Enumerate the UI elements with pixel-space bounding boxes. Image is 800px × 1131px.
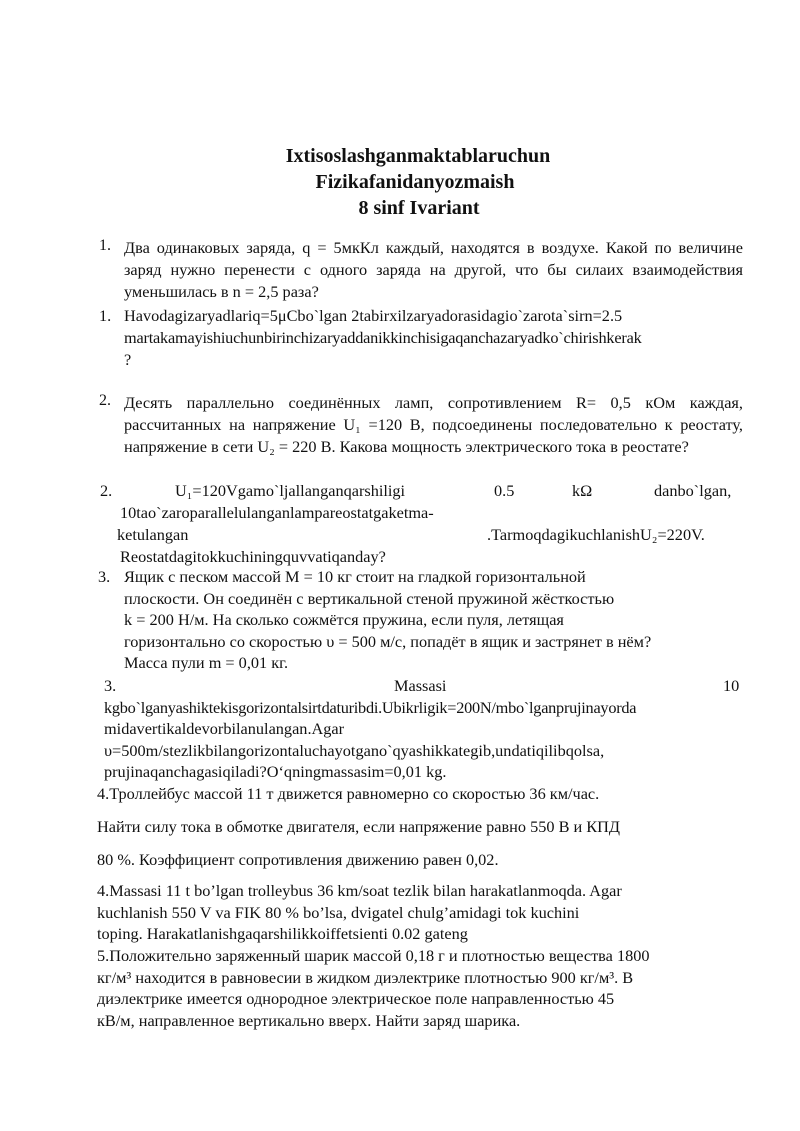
problem-line-part: Massasi bbox=[394, 676, 447, 695]
problem-line: 4.Троллейбус массой 11 т движется равномерно со скоростью 36 км/час. bbox=[97, 784, 600, 803]
problem-number: 2. bbox=[100, 481, 113, 500]
problem-number: 1. bbox=[99, 237, 111, 254]
problem-line: Масса пули m = 0,01 кг. bbox=[124, 653, 289, 673]
header-line-1: Ixtisoslashganmaktablaruchun bbox=[285, 145, 551, 167]
problem-line: Reostatdagitokkuchiningquvvatiqanday? bbox=[120, 547, 386, 566]
problem-line: Havodagizaryadlariq=5μCbo`lgan 2tabirxilzaryadorasidagio`zarota`sirn=2.5 bbox=[124, 306, 623, 325]
problem-line: кг/м³ находится в равновесии в жидком диэлектрике плотностью 900 кг/м³. В bbox=[97, 967, 634, 987]
problem-line: 4.Massasi 11 t bo’lgan trolleybus 36 km/soat tezlik bilan harakatlanmoqda. Agar bbox=[97, 881, 622, 900]
problem-number: 3. bbox=[98, 567, 111, 586]
problem-line: k = 200 Н/м. На сколько сожмётся пружина, если пуля, летящая bbox=[124, 610, 564, 630]
problem-line: kuchlanish 550 V va FIK 80 % bo’lsa, dvigatel chulg’amidagi tok kuchini bbox=[97, 902, 580, 922]
problem-number: 1. bbox=[99, 306, 112, 325]
problem-line: kgbo`lganyashiktekisgorizontalsirtdaturibdi.Ubikrligik=200N/mbo`lganprujinayorda bbox=[104, 697, 637, 717]
problem-line: midavertikaldevorbilanulangan.Agar bbox=[104, 719, 345, 739]
problem-line-part: kΩ bbox=[572, 481, 593, 500]
problem-line: кВ/м, направленное вертикально вверх. Найти заряд шарика. bbox=[97, 1010, 521, 1030]
problem-line-part: .TarmoqdagikuchlanishU₂=220V. bbox=[487, 525, 705, 544]
problem-line: диэлектрике имеется однородное электрическое поле направленностью 45 bbox=[97, 989, 615, 1008]
problem-line: prujinaqanchagasiqiladi?O‘qningmassasim=0,01 kg. bbox=[104, 762, 447, 782]
problem-line: toping. Harakatlanishgaqarshilikkoiffetsienti 0.02 gateng bbox=[97, 924, 468, 943]
problem-line: Найти силу тока в обмотке двигателя, если напряжение равно 550 В и КПД bbox=[97, 817, 621, 836]
problem-line: 5.Положительно заряженный шарик массой 0,18 г и плотностью вещества 1800 bbox=[97, 946, 650, 965]
document-header bbox=[0, 143, 800, 221]
problem-line-part: ketulangan bbox=[117, 525, 189, 544]
problem-line: 80 %. Коэффициент сопротивления движению равен 0,02. bbox=[97, 850, 499, 869]
problem-line: Ящик с песком массой M = 10 кг стоит на гладкой горизонтальной bbox=[124, 567, 586, 586]
problem-number: 2. bbox=[99, 392, 111, 409]
problem-line: martakamayishiuchunbirinchizaryaddanikkinchisigaqanchazaryadko`chirishkerak bbox=[124, 328, 642, 347]
problem-line-part: 0.5 bbox=[494, 481, 515, 500]
problem-text: Десять параллельно соединённых ламп, сопротивлением R= 0,5 кОм каждая, рассчитанных на напряжение U₁ =120 В, подсоединены последовательно к реостату, напряжение в сети U₂ = 220 В. Какова мощность электрического тока в реостате? bbox=[124, 393, 743, 456]
problem-line-part: danbo`lgan, bbox=[654, 481, 732, 500]
problem-line: 10tao`zaroparallelulanganlampareostatgaketma- bbox=[120, 503, 434, 522]
problem-line-part: 10 bbox=[723, 676, 740, 695]
problem-line: горизонтально со скоростью υ = 500 м/с, попадёт в ящик и застрянет в нём? bbox=[124, 631, 652, 651]
problem-text: Два одинаковых заряда, q = 5мкКл каждый, находятся в воздухе. Какой по величине заряд нужно перенести с одного заряда на другой, что бы силаих взаимодействия уменьшилась в n = 2,5 раза? bbox=[124, 238, 743, 301]
problem-line: ? bbox=[124, 350, 132, 369]
problem-line: плоскости. Он соединён с вертикальной стеной пружиной жёсткостью bbox=[124, 588, 615, 608]
problem-line: υ=500m/stezlikbilangorizontaluchayotgano`qyashikkategib,undatiqilibqolsa, bbox=[104, 740, 605, 760]
problem-line-part: U₁=120Vgamo`ljallanganqarshiligi bbox=[175, 481, 406, 500]
header-line-3: 8 sinf Ivariant bbox=[358, 197, 480, 219]
problem-number: 3. bbox=[104, 676, 117, 695]
header-line-2: Fizikafanidanyozmaish bbox=[315, 171, 515, 193]
